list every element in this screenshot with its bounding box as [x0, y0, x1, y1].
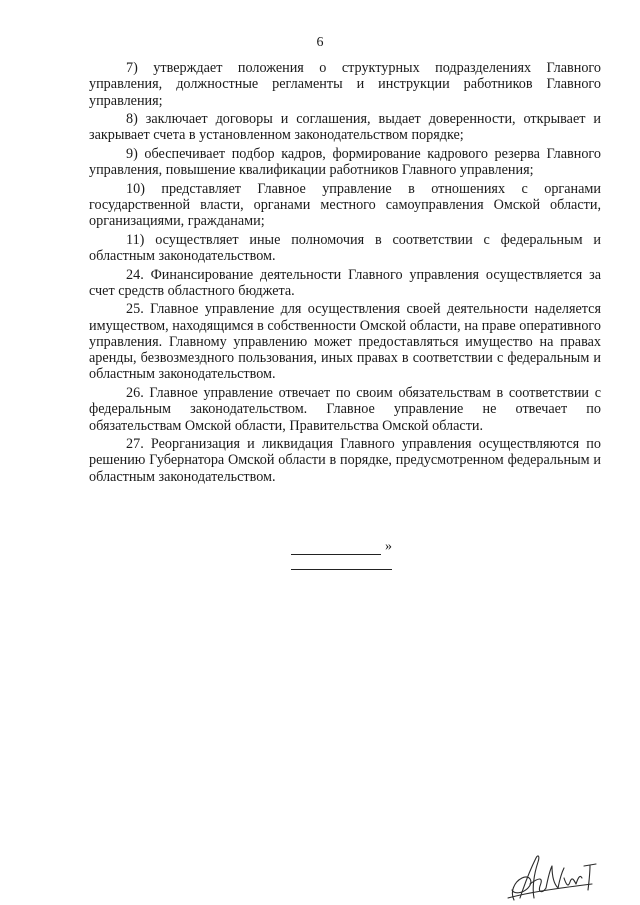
- paragraph-26: 26. Главное управление отвечает по своим обязательствам в соответствии с федеральным законодательством. Главное управление не отвечает по обязательствам Омской области, Правительства Омской области.: [89, 384, 601, 434]
- closing-separator: [291, 569, 392, 570]
- paragraph-27: 27. Реорганизация и ликвидация Главного управления осуществляются по решению Губернатора Омской области в порядке, предусмотренном федеральным и областным законодательством.: [89, 436, 601, 485]
- closing-rule: [291, 544, 381, 555]
- paragraph-25: 25. Главное управление для осуществления своей деятельности наделяется имуществом, находящимся в собственности Омской области, на праве оперативного управления. Главному управлению может предоставляться имущество на правах аренды, безвозмездного пользования, иных правах в соответствии с федеральным и областным законодательством.: [89, 301, 601, 383]
- paragraph-item-9: 9) обеспечивает подбор кадров, формирование кадрового резерва Главного управления, повышение квалификации работников Главного управления;: [89, 145, 601, 179]
- page-number: 6: [316, 35, 324, 50]
- paragraph-item-10: 10) представляет Главное управление в отношениях с органами государственной власти, органами местного самоуправления Омской области, организациями, гражданами;: [89, 180, 601, 230]
- paragraph-item-8: 8) заключает договоры и соглашения, выдает доверенности, открывает и закрывает счета в установленном законодательством порядке;: [89, 111, 601, 144]
- paragraph-item-7: 7) утверждает положения о структурных подразделениях Главного управления, должностные регламенты и инструкции работников Главного управления;: [89, 60, 601, 109]
- closing-quote: »: [385, 539, 392, 554]
- paragraph-item-11: 11) осуществляет иные полномочия в соответствии с федеральным и областным законодательством.: [89, 231, 601, 265]
- closing-block: [291, 539, 411, 555]
- document-body: [89, 60, 601, 487]
- paragraph-24: 24. Финансирование деятельности Главного управления осуществляется за счет средств областного бюджета.: [89, 266, 601, 299]
- handwritten-signature: [500, 848, 600, 903]
